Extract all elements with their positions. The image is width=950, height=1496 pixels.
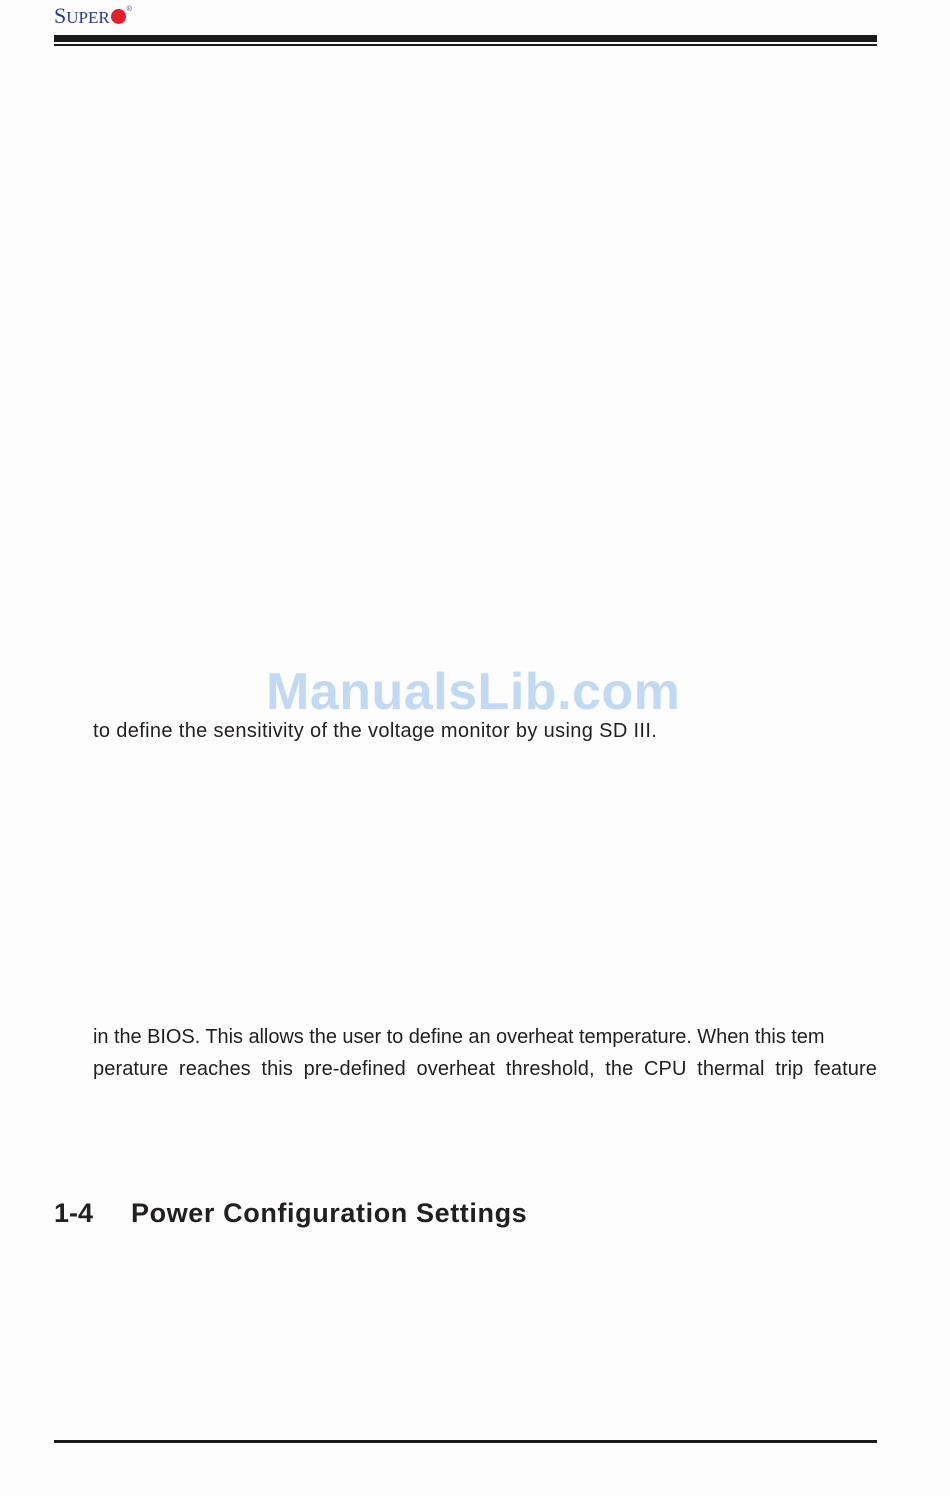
logo-initial: S — [54, 3, 67, 28]
logo-red-dot-icon — [111, 9, 126, 24]
section-heading — [54, 1197, 527, 1229]
logo-registered-mark: ® — [126, 6, 132, 13]
logo-rest: UPER — [66, 8, 110, 27]
header-rule-thick — [54, 35, 877, 42]
section-number: 1-4 — [54, 1198, 94, 1228]
body-text-line: perature reaches this pre-defined overheat threshold, the CPU thermal trip feature — [93, 1058, 877, 1080]
logo-wordmark — [54, 4, 110, 30]
section-title: Power Configuration Settings — [131, 1198, 528, 1228]
footer-rule — [54, 1440, 877, 1443]
watermark: ManualsLib.com — [266, 663, 681, 721]
header-rule-thin — [54, 44, 877, 46]
supermicro-logo — [54, 4, 132, 28]
body-text-line: in the BIOS. This allows the user to define an overheat temperature. When this tem — [93, 1026, 825, 1048]
body-text-line: to define the sensitivity of the voltage monitor by using SD III. — [93, 720, 658, 742]
